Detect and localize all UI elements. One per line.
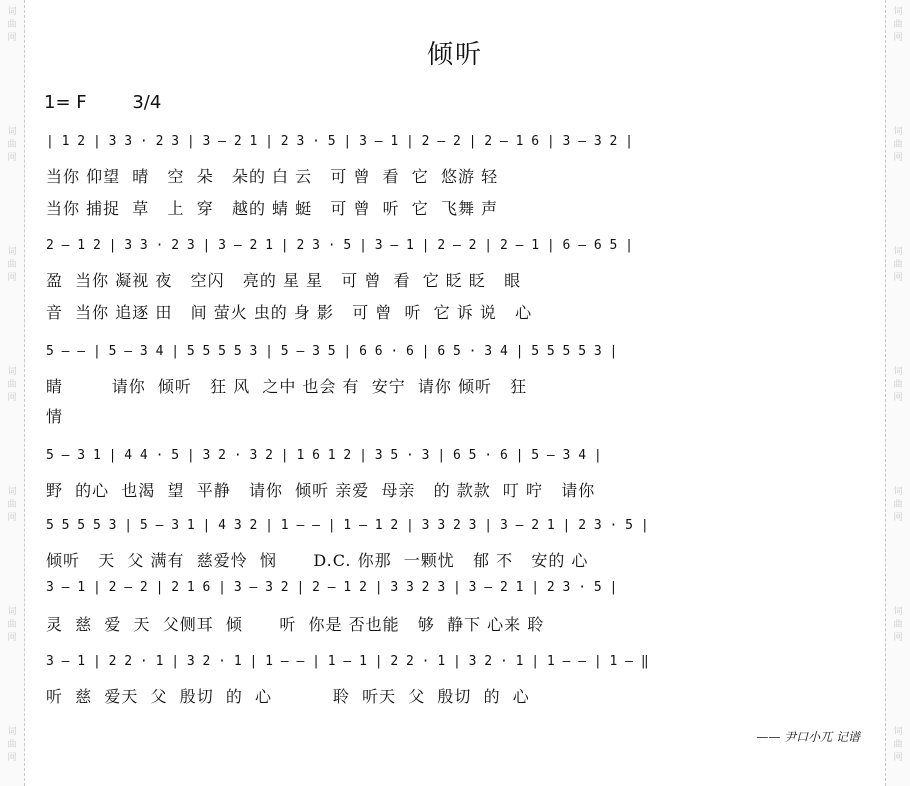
watermark-char: 词	[7, 607, 17, 617]
watermark-char: 曲	[7, 740, 17, 750]
notation-row: 5 5 5 5 3 | 5 – 3 1 | 4 3 2 | 1 – – | 1 – 1 2 | 3 3 2 3 | 3 – 2 1 | 2 3 · 5 |	[46, 518, 649, 533]
watermark-char: 词	[7, 727, 17, 737]
lyric-line: 当你 捕捉 草 上 穿 越的 蜻 蜓 可 曾 听 它 飞舞 声	[46, 199, 499, 218]
watermark-char: 网	[893, 393, 903, 403]
transcriber-credit: —— 尹口小兀 记谱	[756, 730, 860, 744]
watermark-char: 曲	[893, 740, 903, 750]
watermark-char: 曲	[7, 380, 17, 390]
watermark-char: 网	[7, 633, 17, 643]
watermark-char: 曲	[7, 140, 17, 150]
lyric-line: 盈 当你 凝视 夜 空闪 亮的 星 星 可 曾 看 它 眨 眨 眼	[46, 271, 522, 290]
watermark-char: 曲	[7, 20, 17, 30]
watermark-char: 词	[7, 487, 17, 497]
notation-row: | 1 2 | 3 3 · 2 3 | 3 – 2 1 | 2 3 · 5 | 3 – 1 | 2 – 2 | 2 – 1 6 | 3 – 3 2 |	[46, 134, 633, 149]
notation-row: 3 – 1 | 2 2 · 1 | 3 2 · 1 | 1 – – | 1 – 1 | 2 2 · 1 | 3 2 · 1 | 1 – – | 1 – ‖	[46, 654, 649, 669]
notation-row: 5 – 3 1 | 4 4 · 5 | 3 2 · 3 2 | 1 6 1 2 | 3 5 · 3 | 6 5 · 6 | 5 – 3 4 |	[46, 448, 602, 463]
watermark-char: 网	[893, 153, 903, 163]
watermark-char: 网	[893, 513, 903, 523]
lyric-line: 听 慈 爱天 父 殷切 的 心 聆 听天 父 殷切 的 心	[46, 687, 530, 706]
notation-row: 5 – – | 5 – 3 4 | 5 5 5 5 3 | 5 – 3 5 | 6 6 · 6 | 6 5 · 3 4 | 5 5 5 5 3 |	[46, 344, 618, 359]
watermark-char: 曲	[893, 20, 903, 30]
watermark-char: 词	[7, 367, 17, 377]
watermark-char: 词	[7, 7, 17, 17]
watermark-char: 曲	[893, 620, 903, 630]
watermark-char: 曲	[893, 380, 903, 390]
watermark-char: 网	[7, 513, 17, 523]
notation-row: 3 – 1 | 2 – 2 | 2 1 6 | 3 – 3 2 | 2 – 1 2 | 3 3 2 3 | 3 – 2 1 | 2 3 · 5 |	[46, 580, 618, 595]
time-signature: 3/4	[132, 92, 162, 113]
watermark-char: 网	[7, 153, 17, 163]
watermark-char: 网	[893, 273, 903, 283]
watermark-char: 网	[893, 753, 903, 763]
lyric-line: 野 的心 也渴 望 平静 请你 倾听 亲爱 母亲 的 款款 叮 咛 请你	[46, 481, 596, 500]
watermark-char: 词	[893, 727, 903, 737]
watermark-char: 词	[7, 247, 17, 257]
lyric-line: 当你 仰望 晴 空 朵 朵的 白 云 可 曾 看 它 悠游 轻	[46, 167, 499, 186]
watermark-char: 曲	[893, 260, 903, 270]
watermark-char: 网	[893, 633, 903, 643]
key-signature: 1= F	[44, 92, 87, 113]
left-margin	[0, 0, 25, 786]
song-title: 倾听	[426, 40, 483, 70]
lyric-line: 倾听 天 父 满有 慈爱怜 悯 D.C. 你那 一颗忧 郁 不 安的 心	[46, 551, 589, 570]
lyric-line: 灵 慈 爱 天 父侧耳 倾 听 你是 否也能 够 静下 心来 聆	[46, 615, 545, 634]
watermark-char: 网	[7, 753, 17, 763]
watermark-char: 词	[893, 127, 903, 137]
watermark-char: 词	[893, 7, 903, 17]
watermark-char: 曲	[7, 260, 17, 270]
watermark-char: 曲	[893, 140, 903, 150]
watermark-char: 词	[893, 247, 903, 257]
right-margin	[885, 0, 910, 786]
watermark-char: 曲	[7, 620, 17, 630]
notation-row: 2 – 1 2 | 3 3 · 2 3 | 3 – 2 1 | 2 3 · 5 | 3 – 1 | 2 – 2 | 2 – 1 | 6 – 6 5 |	[46, 238, 633, 253]
key-signature-line	[44, 92, 201, 113]
watermark-char: 曲	[893, 500, 903, 510]
watermark-char: 词	[893, 487, 903, 497]
lyric-line: 情	[46, 407, 64, 426]
watermark-char: 词	[893, 367, 903, 377]
watermark-char: 网	[7, 273, 17, 283]
watermark-char: 网	[893, 33, 903, 43]
watermark-char: 网	[7, 393, 17, 403]
watermark-char: 网	[7, 33, 17, 43]
watermark-char: 曲	[7, 500, 17, 510]
lyric-line: 音 当你 追逐 田 间 萤火 虫的 身 影 可 曾 听 它 诉 说 心	[46, 303, 533, 322]
watermark-char: 词	[7, 127, 17, 137]
lyric-line: 睛 请你 倾听 狂 风 之中 也会 有 安宁 请你 倾听 狂	[46, 377, 528, 396]
watermark-char: 词	[893, 607, 903, 617]
